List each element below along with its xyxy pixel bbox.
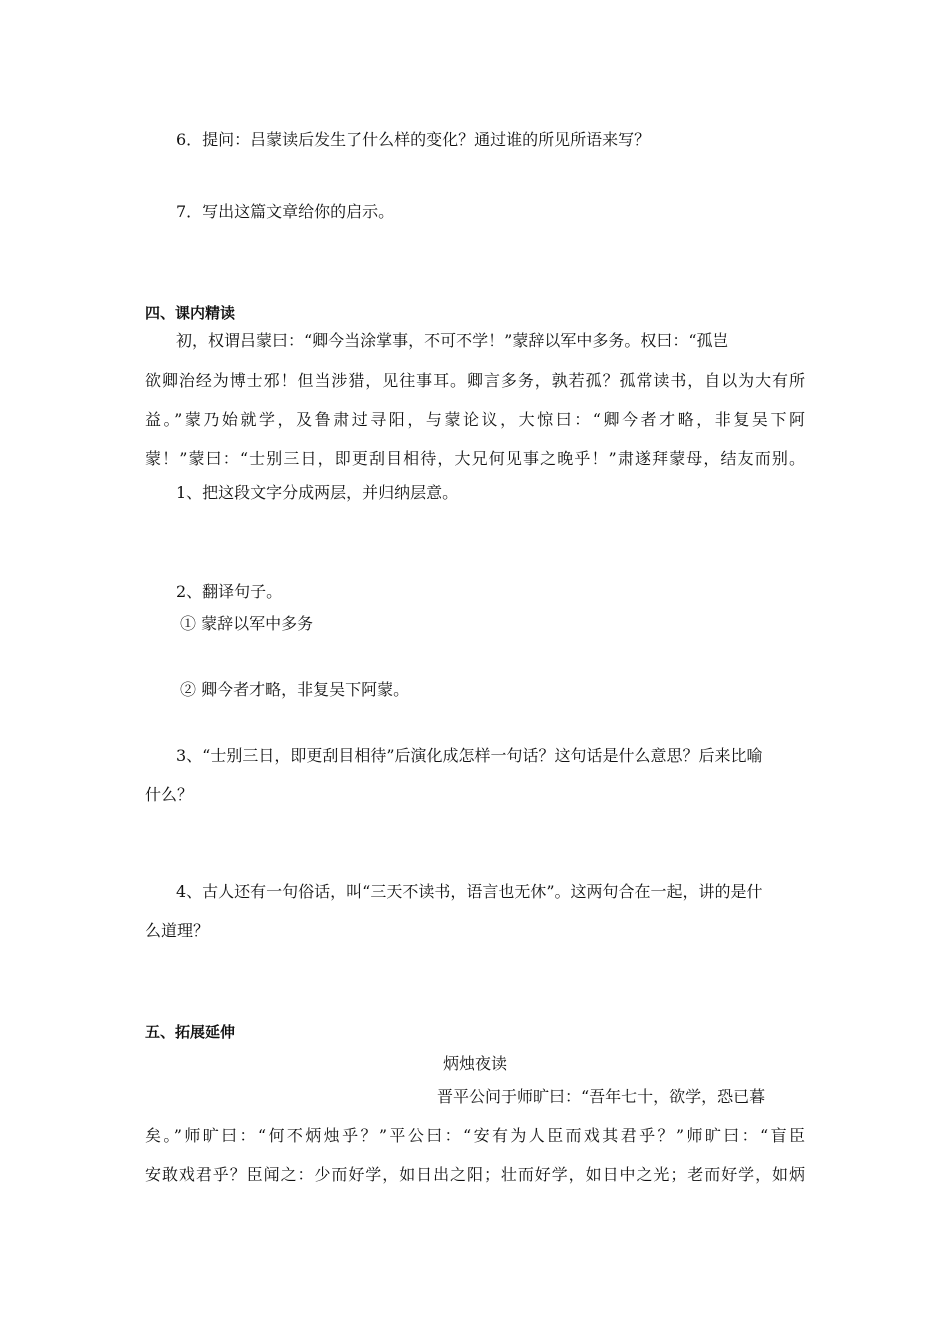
question-4-line: 么道理？ [145,921,210,940]
section-4-heading: 四、课内精读 [145,304,236,322]
question-1: 1、把这段文字分成两层，并归纳层意。 [176,483,459,502]
passage-line: 益。”蒙乃始就学，及鲁肃过寻阳，与蒙论议，大惊曰：“卿今者才略，非复吴下阿 [145,410,805,429]
question-6: 6．提问：吕蒙读后发生了什么样的变化？通过谁的所见所语来写？ [176,130,651,149]
passage-line: 初，权谓吕蒙曰：“卿今当涂掌事，不可不学！”蒙辞以军中多务。权曰：“孤岂 [176,331,729,350]
passage-line: 矣。”师旷曰：“何不炳烛乎？”平公曰：“安有为人臣而戏其君乎？”师旷曰：“盲臣 [145,1126,805,1145]
question-2-sentence-a: ① 蒙辞以军中多务 [180,614,314,633]
question-2-sentence-b: ② 卿今者才略，非复吴下阿蒙。 [180,680,410,699]
passage-line: 安敢戏君乎？臣闻之：少而好学，如日出之阳；壮而好学，如日中之光；老而好学，如炳 [145,1165,805,1184]
passage-line: 蒙！”蒙曰：“士别三日，即更刮目相待，大兄何见事之晚乎！”肃遂拜蒙母，结友而别。 [145,449,805,468]
question-4-line: 4、古人还有一句俗话，叫“三天不读书，语言也无休”。这两句合在一起，讲的是什 [176,882,763,901]
passage-line: 晋平公问于师旷曰：“吾年七十，欲学，恐已暮 [437,1087,766,1106]
question-7: 7．写出这篇文章给你的启示。 [176,202,395,221]
passage-line: 欲卿治经为博士邪！但当涉猎，见往事耳。卿言多务，孰若孤？孤常读书，自以为大有所 [145,371,805,390]
article-title: 炳烛夜读 [442,1054,507,1073]
question-3-line: 3、“士别三日，即更刮目相待”后演化成怎样一句话？这句话是什么意思？后来比喻 [176,746,763,765]
section-5-heading: 五、拓展延伸 [145,1023,236,1041]
question-2: 2、翻译句子。 [176,582,283,601]
question-3-line: 什么？ [145,785,194,804]
